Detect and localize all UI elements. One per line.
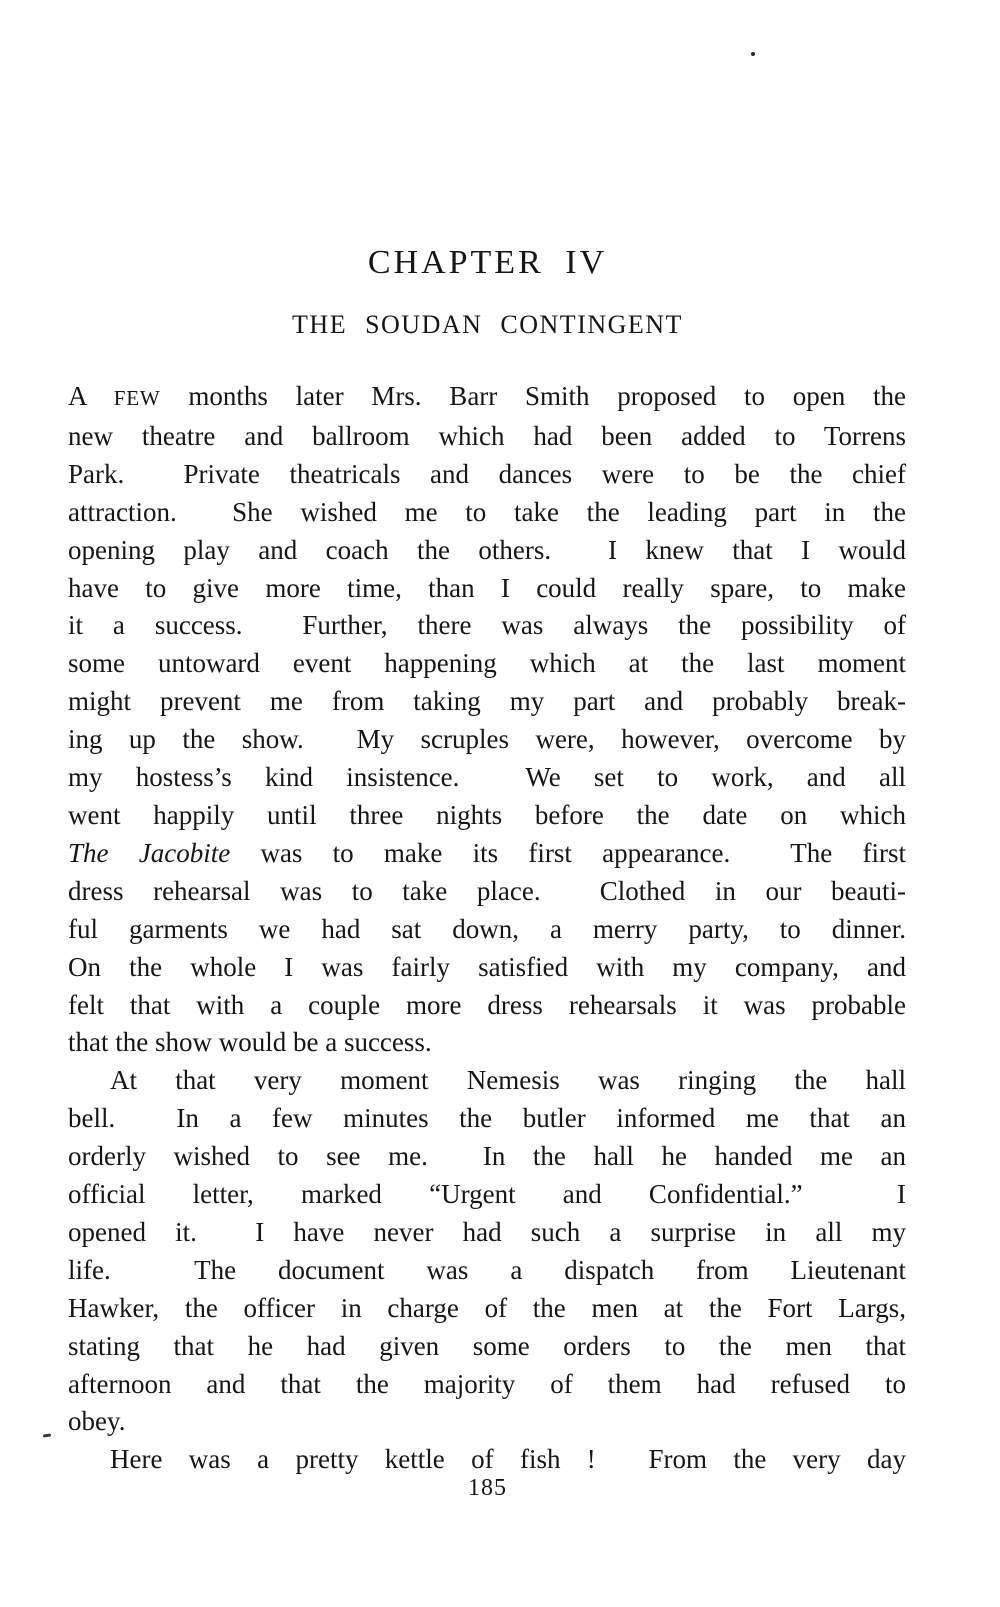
scan-speck [751,52,755,56]
text-line: felt that with a couple more dress rehearsals it was probable [68,989,906,1020]
text-line: A FEW months later Mrs. Barr Smith proposed to open the [68,381,906,411]
text-line: that the show would be a success. [68,1027,432,1058]
text-line: dress rehearsal was to take place. Clothed in our beauti- [68,875,906,906]
text-line: official letter, marked “Urgent and Confidential.” I [68,1179,906,1210]
text-line: stating that he had given some orders to the men that [68,1330,906,1361]
scan-speck [43,1433,51,1437]
text-line: orderly wished to see me. In the hall he handed me an [68,1141,906,1172]
text-line: On the whole I was fairly satisfied with my company, and [68,951,906,982]
text-line: Here was a pretty kettle of fish ! From the very day [110,1444,906,1475]
text-line: opened it. I have never had such a surprise in all my [68,1216,906,1247]
text-line: have to give more time, than I could really spare, to make [68,572,906,603]
text-line: might prevent me from taking my part and probably break- [68,686,906,717]
text-line: life. The document was a dispatch from Lieutenant [68,1254,906,1285]
text-line: afternoon and that the majority of them had refused to [68,1368,906,1399]
text-line: obey. [68,1406,126,1437]
text-line: went happily until three nights before the date on which [68,799,906,830]
text-line: opening play and coach the others. I knew that I would [68,534,906,565]
chapter-title: CHAPTER IV [367,244,608,281]
text-line: bell. In a few minutes the butler informed me that an [68,1103,906,1134]
text-line: attraction. She wished me to take the leading part in the [68,496,906,527]
text-line: ful garments we had sat down, a merry party, to dinner. [68,913,906,944]
text-line: Park. Private theatricals and dances were to be the chief [68,458,906,489]
text-line: some untoward event happening which at the last moment [68,648,906,679]
text-line: new theatre and ballroom which had been added to Torrens [68,420,906,451]
section-title: THE SOUDAN CONTINGENT [292,310,683,339]
page-number: 185 [468,1475,507,1501]
text-line: The Jacobite was to make its first appearance. The first [68,837,906,868]
text-line: Hawker, the officer in charge of the men at the Fort Largs, [68,1292,906,1323]
text-line: ing up the show. My scruples were, however, overcome by [68,724,906,755]
body-text [68,378,906,1479]
text-line: my hostess’s kind insistence. We set to work, and all [68,762,906,793]
text-line: it a success. Further, there was always the possibility of [68,610,906,641]
text-line: At that very moment Nemesis was ringing the hall [110,1065,906,1096]
